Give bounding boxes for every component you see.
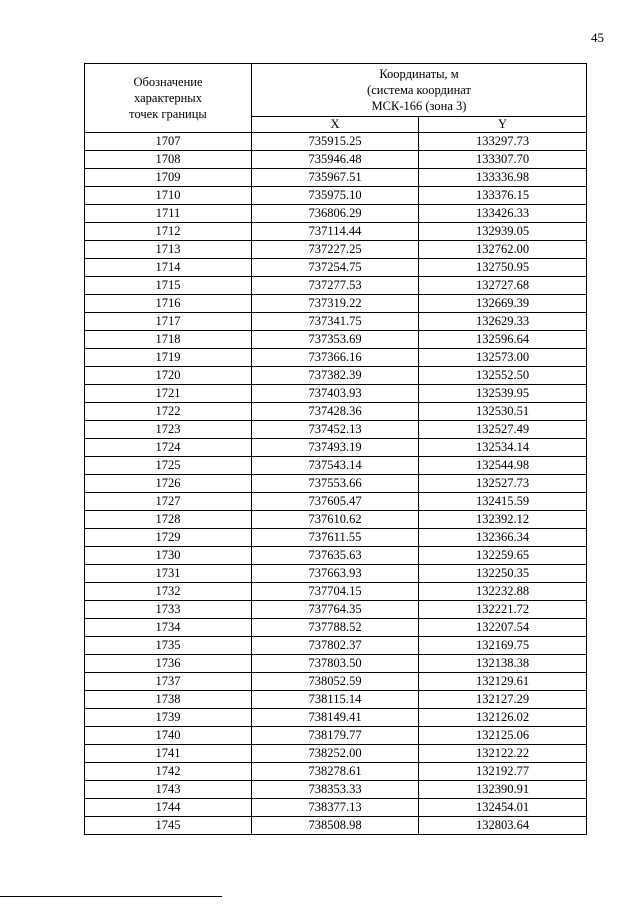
point-cell: 1739	[85, 709, 252, 727]
point-cell: 1730	[85, 547, 252, 565]
table-row	[85, 385, 587, 403]
x-cell: 737114.44	[252, 223, 419, 241]
table-row	[85, 709, 587, 727]
table-row	[85, 295, 587, 313]
x-cell: 737403.93	[252, 385, 419, 403]
x-cell: 737663.93	[252, 565, 419, 583]
point-cell: 1734	[85, 619, 252, 637]
x-cell: 737382.39	[252, 367, 419, 385]
y-cell: 132539.95	[419, 385, 587, 403]
y-cell: 132552.50	[419, 367, 587, 385]
y-cell: 132727.68	[419, 277, 587, 295]
x-cell: 737635.63	[252, 547, 419, 565]
point-cell: 1741	[85, 745, 252, 763]
point-cell: 1725	[85, 457, 252, 475]
y-cell: 132192.77	[419, 763, 587, 781]
y-cell: 132596.64	[419, 331, 587, 349]
point-cell: 1716	[85, 295, 252, 313]
y-cell: 133376.15	[419, 187, 587, 205]
y-cell: 132122.22	[419, 745, 587, 763]
y-cell: 132534.14	[419, 439, 587, 457]
table-row	[85, 457, 587, 475]
table-row	[85, 277, 587, 295]
point-cell: 1723	[85, 421, 252, 439]
y-cell: 132207.54	[419, 619, 587, 637]
x-column-header: X	[252, 117, 419, 133]
point-cell: 1743	[85, 781, 252, 799]
table-row	[85, 349, 587, 367]
y-cell: 132629.33	[419, 313, 587, 331]
y-cell: 132803.64	[419, 817, 587, 835]
y-cell: 132939.05	[419, 223, 587, 241]
coordinates-header-line: Координаты, м	[379, 67, 459, 81]
table-row	[85, 313, 587, 331]
point-cell: 1721	[85, 385, 252, 403]
y-cell: 132232.88	[419, 583, 587, 601]
coordinates-table	[84, 63, 587, 835]
y-cell: 132366.34	[419, 529, 587, 547]
table-row	[85, 241, 587, 259]
designation-header-line: Обозначение	[133, 75, 203, 89]
point-cell: 1737	[85, 673, 252, 691]
y-cell: 132544.98	[419, 457, 587, 475]
y-cell: 132762.00	[419, 241, 587, 259]
x-cell: 735975.10	[252, 187, 419, 205]
y-cell: 132573.00	[419, 349, 587, 367]
y-cell: 132138.38	[419, 655, 587, 673]
table-row	[85, 151, 587, 169]
x-cell: 737277.53	[252, 277, 419, 295]
table-row	[85, 223, 587, 241]
point-cell: 1735	[85, 637, 252, 655]
table-row	[85, 475, 587, 493]
point-cell: 1708	[85, 151, 252, 169]
table-row	[85, 691, 587, 709]
table-row	[85, 619, 587, 637]
x-cell: 738149.41	[252, 709, 419, 727]
x-cell: 737803.50	[252, 655, 419, 673]
y-cell: 132259.65	[419, 547, 587, 565]
point-cell: 1707	[85, 133, 252, 151]
table-row	[85, 133, 587, 151]
page-number: 45	[591, 30, 604, 45]
point-cell: 1742	[85, 763, 252, 781]
x-cell: 738052.59	[252, 673, 419, 691]
point-cell: 1715	[85, 277, 252, 295]
coordinates-header	[252, 64, 587, 117]
x-cell: 737605.47	[252, 493, 419, 511]
point-cell: 1717	[85, 313, 252, 331]
point-cell: 1733	[85, 601, 252, 619]
table-row	[85, 673, 587, 691]
table-row	[85, 259, 587, 277]
point-cell: 1727	[85, 493, 252, 511]
x-cell: 737366.16	[252, 349, 419, 367]
x-cell: 738508.98	[252, 817, 419, 835]
y-cell: 133297.73	[419, 133, 587, 151]
coordinates-header-line: (система координат	[367, 83, 471, 97]
point-cell: 1738	[85, 691, 252, 709]
table-row	[85, 367, 587, 385]
point-cell: 1744	[85, 799, 252, 817]
table-row	[85, 799, 587, 817]
x-cell: 737353.69	[252, 331, 419, 349]
x-cell: 736806.29	[252, 205, 419, 223]
table-body	[85, 133, 587, 835]
table-row	[85, 421, 587, 439]
point-cell: 1718	[85, 331, 252, 349]
y-cell: 132221.72	[419, 601, 587, 619]
table-row	[85, 637, 587, 655]
x-cell: 738353.33	[252, 781, 419, 799]
table-row	[85, 781, 587, 799]
x-cell: 737611.55	[252, 529, 419, 547]
point-cell: 1729	[85, 529, 252, 547]
table-row	[85, 169, 587, 187]
point-cell: 1720	[85, 367, 252, 385]
y-cell: 132750.95	[419, 259, 587, 277]
point-cell: 1710	[85, 187, 252, 205]
table-row	[85, 583, 587, 601]
y-cell: 132250.35	[419, 565, 587, 583]
table-row	[85, 565, 587, 583]
y-cell: 132127.29	[419, 691, 587, 709]
y-cell: 132527.73	[419, 475, 587, 493]
point-cell: 1724	[85, 439, 252, 457]
x-cell: 735967.51	[252, 169, 419, 187]
designation-header-line: точек границы	[129, 107, 207, 121]
x-cell: 738115.14	[252, 691, 419, 709]
x-cell: 738252.00	[252, 745, 419, 763]
point-cell: 1740	[85, 727, 252, 745]
x-cell: 737493.19	[252, 439, 419, 457]
table-row	[85, 331, 587, 349]
y-cell: 132669.39	[419, 295, 587, 313]
table-row	[85, 187, 587, 205]
x-cell: 737428.36	[252, 403, 419, 421]
x-cell: 737788.52	[252, 619, 419, 637]
x-cell: 737704.15	[252, 583, 419, 601]
x-cell: 737254.75	[252, 259, 419, 277]
table-row	[85, 763, 587, 781]
x-cell: 737802.37	[252, 637, 419, 655]
point-cell: 1731	[85, 565, 252, 583]
y-cell: 133307.70	[419, 151, 587, 169]
y-cell: 132415.59	[419, 493, 587, 511]
coordinates-header-line: МСК-166 (зона 3)	[371, 99, 467, 113]
point-cell: 1728	[85, 511, 252, 529]
point-cell: 1726	[85, 475, 252, 493]
y-cell: 132527.49	[419, 421, 587, 439]
x-cell: 735946.48	[252, 151, 419, 169]
table-row	[85, 493, 587, 511]
point-cell: 1713	[85, 241, 252, 259]
point-cell: 1714	[85, 259, 252, 277]
x-cell: 737452.13	[252, 421, 419, 439]
point-cell: 1722	[85, 403, 252, 421]
table-row	[85, 601, 587, 619]
point-cell: 1745	[85, 817, 252, 835]
table-row	[85, 403, 587, 421]
y-cell: 133336.98	[419, 169, 587, 187]
y-cell: 133426.33	[419, 205, 587, 223]
table-row	[85, 655, 587, 673]
point-cell: 1709	[85, 169, 252, 187]
designation-header	[85, 64, 252, 133]
x-cell: 737543.14	[252, 457, 419, 475]
point-cell: 1736	[85, 655, 252, 673]
point-cell: 1732	[85, 583, 252, 601]
y-cell: 132390.91	[419, 781, 587, 799]
x-cell: 737341.75	[252, 313, 419, 331]
table-row	[85, 817, 587, 835]
table-row	[85, 511, 587, 529]
y-cell: 132126.02	[419, 709, 587, 727]
point-cell: 1719	[85, 349, 252, 367]
y-cell: 132454.01	[419, 799, 587, 817]
x-cell: 738377.13	[252, 799, 419, 817]
table-row	[85, 727, 587, 745]
y-column-header: Y	[419, 117, 587, 133]
x-cell: 735915.25	[252, 133, 419, 151]
x-cell: 737764.35	[252, 601, 419, 619]
designation-header-line: характерных	[134, 91, 202, 105]
table-row	[85, 547, 587, 565]
y-cell: 132530.51	[419, 403, 587, 421]
table-row	[85, 745, 587, 763]
x-cell: 738179.77	[252, 727, 419, 745]
point-cell: 1712	[85, 223, 252, 241]
table-row	[85, 529, 587, 547]
table-row	[85, 439, 587, 457]
table-row	[85, 205, 587, 223]
point-cell: 1711	[85, 205, 252, 223]
x-cell: 738278.61	[252, 763, 419, 781]
footer-rule	[0, 896, 222, 897]
y-cell: 132125.06	[419, 727, 587, 745]
x-cell: 737553.66	[252, 475, 419, 493]
x-cell: 737319.22	[252, 295, 419, 313]
x-cell: 737610.62	[252, 511, 419, 529]
y-cell: 132169.75	[419, 637, 587, 655]
y-cell: 132392.12	[419, 511, 587, 529]
x-cell: 737227.25	[252, 241, 419, 259]
y-cell: 132129.61	[419, 673, 587, 691]
